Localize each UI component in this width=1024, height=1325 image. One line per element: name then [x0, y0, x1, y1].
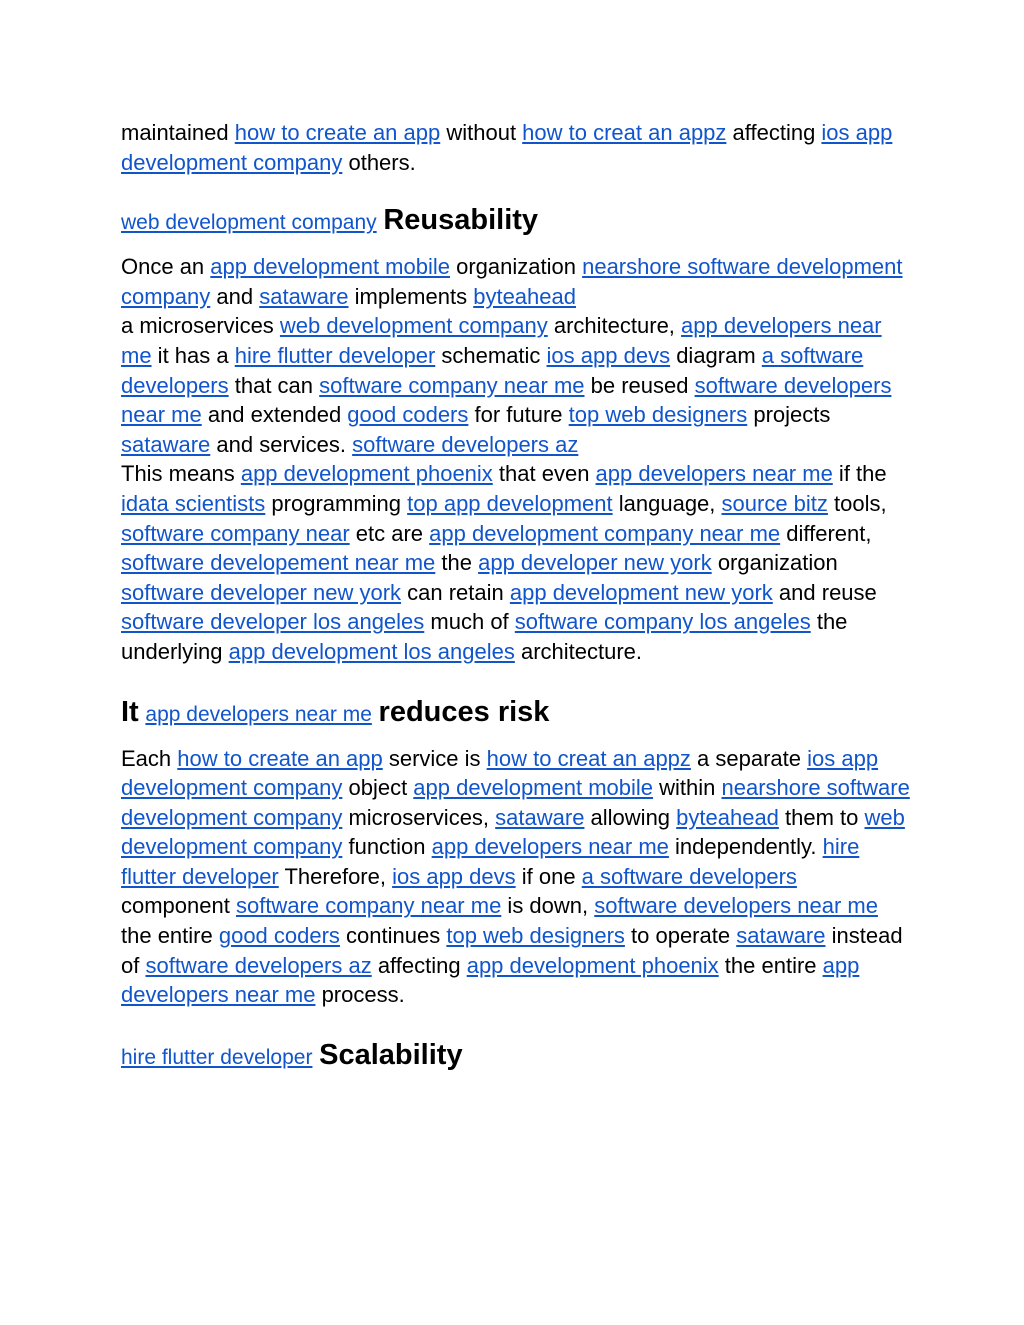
paragraph-text: Once an — [121, 254, 211, 280]
inline-link[interactable]: app development new york — [509, 579, 773, 605]
inline-link[interactable]: hire flutter developer — [234, 342, 436, 368]
paragraph-reusability — [121, 252, 911, 666]
paragraph-text: affecting — [726, 120, 822, 145]
paragraph-text: is down, — [501, 893, 595, 919]
inline-link[interactable]: sataware — [259, 283, 349, 309]
inline-link[interactable]: top web designers — [446, 923, 625, 949]
paragraph-text: projects — [747, 402, 831, 428]
inline-link[interactable]: sataware — [121, 431, 211, 457]
inline-link[interactable]: software developers az — [352, 431, 579, 457]
inline-link[interactable]: ios app development company — [121, 745, 879, 801]
heading-link[interactable]: web development company — [121, 211, 377, 235]
paragraph-text: the — [435, 550, 479, 576]
paragraph-text: a microservices — [121, 313, 280, 339]
inline-link[interactable]: how to creat an appz — [486, 745, 691, 771]
inline-link[interactable]: top app development — [407, 490, 613, 516]
inline-link[interactable]: app developers near me — [121, 313, 882, 368]
heading-link[interactable]: app developers near me — [145, 702, 372, 726]
inline-link[interactable]: how to create an app — [234, 120, 441, 145]
inline-link[interactable]: app development mobile — [413, 775, 654, 801]
paragraph-text: can retain — [401, 579, 510, 605]
inline-link[interactable]: good coders — [218, 923, 340, 949]
paragraph-text: without — [440, 120, 523, 145]
inline-link[interactable]: app developers near me — [121, 952, 860, 1008]
paragraph-text: that can — [228, 372, 320, 398]
paragraph-text: and services. — [210, 431, 353, 457]
heading-reduces-risk — [121, 693, 911, 734]
paragraph-text: implements — [348, 283, 474, 309]
inline-link[interactable]: software developement near me — [121, 550, 436, 576]
inline-link[interactable]: software developers az — [145, 952, 372, 978]
inline-link[interactable]: how to create an app — [177, 745, 383, 771]
inline-link[interactable]: app developers near me — [431, 834, 669, 860]
paragraph-text: architecture. — [514, 638, 643, 664]
paragraph-reduces-risk — [121, 744, 911, 1010]
inline-link[interactable]: app development phoenix — [466, 952, 719, 978]
inline-link[interactable]: source bitz — [721, 490, 828, 516]
inline-link[interactable]: app developer new york — [478, 550, 712, 576]
inline-link[interactable]: software developers near me — [121, 372, 892, 428]
heading-reusability — [121, 201, 911, 242]
paragraph-text: organization — [450, 254, 583, 280]
heading-title: Scalability — [319, 1038, 463, 1071]
inline-link[interactable]: ios app devs — [392, 863, 516, 889]
paragraph-text: maintained — [121, 120, 235, 145]
inline-link[interactable]: ios app devs — [546, 342, 671, 368]
paragraph-text: different, — [780, 520, 872, 546]
inline-link[interactable]: hire flutter developer — [121, 834, 860, 889]
paragraph-text: programming — [265, 490, 408, 516]
paragraph-text: function — [342, 834, 432, 860]
inline-link[interactable]: good coders — [347, 402, 469, 428]
inline-link[interactable]: ios app development company — [121, 120, 893, 175]
paragraph-text: to operate — [624, 923, 737, 949]
paragraph-text: and reuse — [772, 579, 877, 605]
paragraph-text: component — [121, 893, 236, 919]
inline-link[interactable]: how to creat an appz — [522, 120, 727, 145]
paragraph-text: independently. — [668, 834, 823, 860]
paragraph-text: microservices, — [342, 804, 496, 830]
paragraph-text: the entire — [121, 923, 219, 949]
inline-link[interactable]: top web designers — [568, 402, 748, 428]
paragraph-text: within — [653, 775, 722, 801]
paragraph-text: if one — [515, 863, 582, 889]
inline-link[interactable]: app development mobile — [210, 254, 450, 280]
inline-link[interactable]: software developer los angeles — [121, 609, 425, 635]
paragraph-text: architecture, — [547, 313, 682, 339]
paragraph-text: object — [342, 775, 414, 801]
paragraph-text: This means — [121, 461, 241, 487]
inline-link[interactable]: app development company near me — [429, 520, 781, 546]
paragraph-text: that even — [492, 461, 596, 487]
inline-link[interactable]: software company near me — [235, 893, 502, 919]
document-page — [121, 118, 911, 1077]
paragraph-text: Each — [121, 745, 178, 771]
paragraph-text: the entire — [718, 952, 823, 978]
inline-link[interactable]: nearshore software development company — [121, 254, 903, 309]
inline-link[interactable]: software company los angeles — [514, 609, 811, 635]
paragraph-text: organization — [711, 550, 838, 576]
heading-link[interactable]: hire flutter developer — [121, 1045, 313, 1069]
heading-title: reduces risk — [378, 695, 550, 728]
inline-link[interactable]: app development phoenix — [240, 461, 493, 487]
inline-link[interactable]: a software developers — [581, 863, 797, 889]
paragraph-text: continues — [339, 923, 447, 949]
paragraph-text: Therefore, — [278, 863, 393, 889]
paragraph-text: them to — [778, 804, 865, 830]
inline-link[interactable]: nearshore software development company — [121, 775, 910, 830]
paragraph-text: the underlying — [121, 609, 848, 664]
paragraph-intro — [121, 118, 911, 177]
paragraph-text: process. — [315, 982, 405, 1008]
inline-link[interactable]: idata scientists — [121, 490, 266, 516]
inline-link[interactable]: sataware — [736, 923, 826, 949]
paragraph-text: it has a — [151, 342, 235, 368]
heading-title: Reusability — [383, 204, 539, 237]
inline-link[interactable]: web development company — [121, 804, 905, 860]
inline-link[interactable]: byteahead — [676, 804, 779, 830]
paragraph-text: schematic — [435, 342, 547, 368]
heading-prefix: It — [121, 695, 139, 728]
inline-link[interactable]: app development los angeles — [228, 638, 515, 664]
paragraph-text: much of — [424, 609, 515, 635]
paragraph-text: others. — [342, 149, 416, 175]
inline-link[interactable]: sataware — [495, 804, 585, 830]
paragraph-text: allowing — [584, 804, 677, 830]
paragraph-text: diagram — [670, 342, 762, 368]
paragraph-text: and extended — [201, 402, 348, 428]
paragraph-text: instead of — [121, 923, 903, 978]
paragraph-text: affecting — [371, 952, 467, 978]
paragraph-text: service is — [382, 745, 487, 771]
inline-link[interactable]: app developers near me — [595, 461, 833, 487]
paragraph-text: etc are — [349, 520, 430, 546]
inline-link[interactable]: byteahead — [473, 283, 576, 309]
inline-link[interactable]: software developers near me — [594, 893, 878, 919]
paragraph-text: if the — [832, 461, 887, 487]
inline-link[interactable]: software company near me — [319, 372, 585, 398]
paragraph-text: be reused — [584, 372, 695, 398]
paragraph-text: for future — [468, 402, 569, 428]
paragraph-text: tools, — [827, 490, 887, 516]
paragraph-text: and — [210, 283, 260, 309]
inline-link[interactable]: software company near — [121, 520, 350, 546]
paragraph-text: a separate — [690, 745, 808, 771]
inline-link[interactable]: web development company — [279, 313, 548, 339]
heading-scalability — [121, 1036, 911, 1077]
inline-link[interactable]: software developer new york — [121, 579, 402, 605]
paragraph-text: language, — [612, 490, 722, 516]
inline-link[interactable]: a software developers — [121, 342, 864, 398]
